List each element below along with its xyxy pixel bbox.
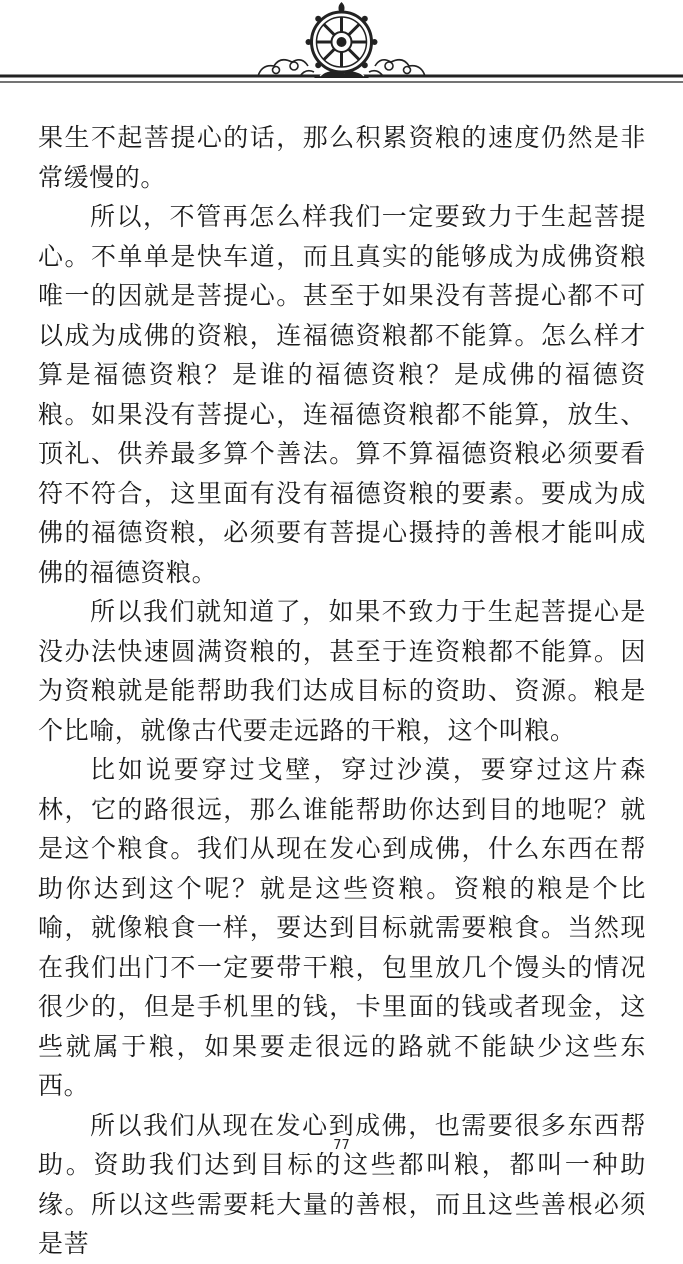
- paragraph: 所以我们从现在发心到成佛，也需要很多东西帮助。资助我们达到目标的这些都叫粮，都叫一种助缘。所以这些需要耗大量的善根，而且这些善根必须是菩: [38, 1110, 646, 1258]
- page-number: 77: [333, 1138, 350, 1153]
- paragraph: 果生不起菩提心的话，那么积累资粮的速度仍然是非常缓慢的。: [38, 123, 646, 192]
- paragraph: 所以我们就知道了，如果不致力于生起菩提心是没办法快速圆满资粮的，甚至于连资粮都不能算。因为资粮就是能帮助我们达成目标的资助、资源。粮是个比喻，就像古代要走远路的干粮，这个叫粮。: [38, 597, 646, 745]
- page-header-ornament: [0, 0, 683, 100]
- paragraph: 所以，不管再怎么样我们一定要致力于生起菩提心。不单单是快车道，而且真实的能够成为成佛资粮唯一的因就是菩提心。甚至于如果没有菩提心都不可以成为成佛的资粮，连福德资粮都不能算。怎么样才算是福德资粮？是谁的福德资粮？是成佛的福德资粮。如果没有菩提心，连福德资粮都不能算，放生、顶礼、供养最多算个善法。算不算福德资粮必须要看符不符合，这里面有没有福德资粮的要素。要成为成佛的福德资粮，必须要有菩提心摄持的善根才能叫成佛的福德资粮。: [38, 202, 646, 587]
- paragraph: 比如说要穿过戈壁，穿过沙漠，要穿过这片森林，它的路很远，那么谁能帮助你达到目的地呢？就是这个粮食。我们从现在发心到成佛，什么东西在帮助你达到这个呢？就是这些资粮。资粮的粮是个比喻，就像粮食一样，要达到目标就需要粮食。当然现在我们出门不一定要带干粮，包里放几个馒头的情况很少的，但是手机里的钱，卡里面的钱或者现金，这些就属于粮，如果要走很远的路就不能缺少这些东西。: [38, 755, 646, 1100]
- page-body: [38, 118, 646, 1264]
- dharma-wheel-icon: [0, 0, 683, 100]
